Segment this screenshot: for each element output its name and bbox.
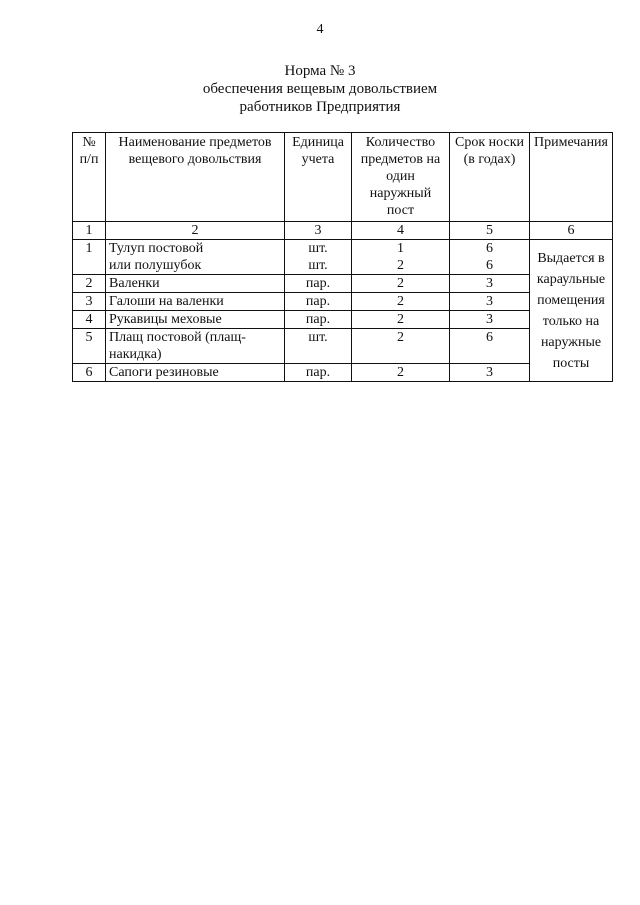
item-quantity [352,311,450,329]
item-term [450,293,530,311]
item-name-text: Сапоги резиновые [109,365,219,380]
row-number-text: 5 [85,330,93,345]
table-row [73,240,613,275]
title-line-2: обеспечения вещевым довольствием [202,81,438,97]
item-unit [285,364,352,382]
item-quantity [352,275,450,293]
item-unit [285,329,352,364]
row-number-text: 4 [85,312,93,327]
item-name [106,311,285,329]
row-number [73,275,106,293]
item-name-text: Валенки [109,276,160,291]
item-unit-text: пар. [305,312,331,327]
notes-cell-text: наружные [540,334,602,350]
item-name-text: накидка) [109,347,162,362]
item-term-text: 3 [486,365,493,380]
item-name [106,275,285,293]
row-number-text: 3 [85,294,93,309]
item-name [106,364,285,382]
item-name [106,329,285,364]
notes-cell [530,240,613,382]
notes-cell-text: помещения [537,292,605,308]
item-name-text: Галоши на валенки [109,294,224,309]
item-unit [285,240,352,275]
row-number-text: 6 [85,365,93,380]
notes-cell-text: только на [542,313,600,329]
notes-cell-text: посты [552,355,590,371]
item-quantity [352,329,450,364]
row-number [73,311,106,329]
row-number [73,329,106,364]
item-quantity-text: 2 [397,276,404,291]
item-quantity [352,293,450,311]
row-number [73,364,106,382]
item-unit [285,275,352,293]
item-term [450,364,530,382]
item-quantity-text: 1 [397,241,404,256]
header-notes: Примечания [530,133,613,222]
item-term-text: 3 [486,312,493,327]
item-unit [285,311,352,329]
item-quantity [352,240,450,275]
item-term [450,329,530,364]
column-number: 4 [352,222,450,240]
row-number-text: 2 [85,276,93,291]
item-unit-text: пар. [305,276,331,291]
header-term: Срок носки (в годах) [450,133,530,222]
column-number-row [73,222,613,240]
item-unit-text: шт. [308,258,328,273]
notes-cell-text: караульные [536,271,606,287]
item-unit [285,293,352,311]
norm-table [72,132,613,382]
item-name [106,240,285,275]
title-line-3: работников Предприятия [239,99,401,115]
item-term [450,275,530,293]
item-term-text: 3 [486,294,493,309]
column-number: 1 [73,222,106,240]
item-unit-text: шт. [308,241,328,256]
row-number [73,240,106,275]
header-num: № п/п [73,133,106,222]
table-body [73,222,613,382]
column-number: 3 [285,222,352,240]
title-line-1: Норма № 3 [284,63,356,79]
page-number: 4 [316,22,324,37]
item-unit-text: пар. [305,365,331,380]
header-name: Наименование предметов вещевого довольствия [106,133,285,222]
item-unit-text: шт. [308,330,328,345]
item-quantity-text: 2 [397,365,404,380]
item-name-text: или полушубок [109,258,202,273]
item-name-text: Плащ постовой (плащ- [109,330,246,345]
item-unit-text: пар. [305,294,331,309]
item-term [450,240,530,275]
row-number [73,293,106,311]
item-name [106,293,285,311]
item-name-text: Рукавицы меховые [109,312,222,327]
column-number: 6 [530,222,613,240]
row-number-text: 1 [85,241,93,256]
item-name-text: Тулуп постовой [109,241,204,256]
item-term-text: 6 [486,241,493,256]
column-number: 2 [106,222,285,240]
item-quantity-text: 2 [397,330,404,345]
item-quantity [352,364,450,382]
column-number: 5 [450,222,530,240]
item-quantity-text: 2 [397,258,404,273]
item-quantity-text: 2 [397,294,404,309]
notes-cell-text: Выдается в [537,250,605,266]
item-term [450,311,530,329]
document-title [0,62,640,116]
item-term-text: 6 [486,258,493,273]
header-quantity: Количество предметов на один наружный пост [352,133,450,222]
item-quantity-text: 2 [397,312,404,327]
header-unit: Единица учета [285,133,352,222]
header-row [73,133,613,222]
item-term-text: 3 [486,276,493,291]
item-term-text: 6 [486,330,493,345]
